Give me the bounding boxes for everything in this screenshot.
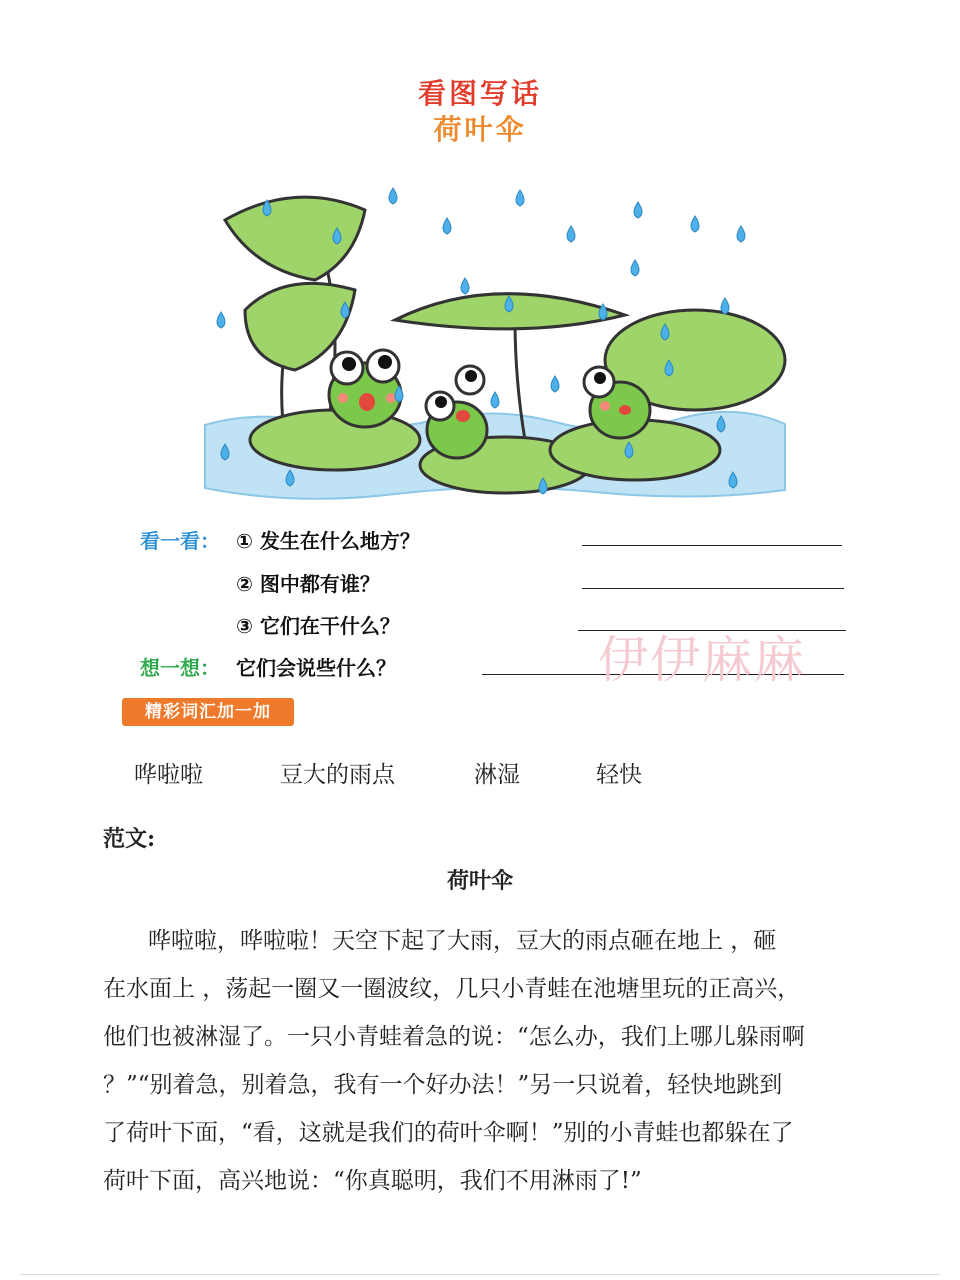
essay-line: 在水面上 ，荡起一圈又一圈波纹，几只小青蛙在池塘里玩的正高兴， <box>103 976 801 1002</box>
essay-line: 他们也被淋湿了。一只小青蛙着急的说：“怎么办，我们上哪儿躲雨啊 <box>103 1024 805 1050</box>
model-essay-label: 范文: <box>103 826 156 852</box>
worksheet-title: 看图写话 <box>417 77 542 110</box>
essay-line: 了荷叶下面，“看，这就是我们的荷叶伞啊！”别的小青蛙也都躲在了 <box>103 1120 794 1146</box>
essay-line: 荷叶下面，高兴地说：“你真聪明，我们不用淋雨了!” <box>103 1168 642 1194</box>
question-1: ① 发生在什么地方？ <box>236 529 420 553</box>
frog-middle <box>426 366 487 458</box>
essay-line: 哗啦啦，哗啦啦！天空下起了大雨，豆大的雨点砸在地上 ，砸 <box>148 928 777 954</box>
worksheet-subtitle: 荷叶伞 <box>433 113 527 146</box>
vocab-word: 豆大的雨点 <box>280 762 395 788</box>
vocab-word: 轻快 <box>596 762 642 788</box>
question-3: ③ 它们在干什么？ <box>236 614 400 638</box>
question-2: ② 图中都有谁？ <box>236 572 380 596</box>
answer-line-1[interactable] <box>582 545 842 546</box>
question-4: 它们会说些什么？ <box>236 656 396 680</box>
frog-left <box>329 350 401 427</box>
essay-title: 荷叶伞 <box>446 868 513 894</box>
watermark: 伊伊麻麻 <box>598 631 806 689</box>
think-label: 想一想： <box>140 656 220 680</box>
page-bottom-border <box>20 1274 940 1275</box>
vocab-word: 淋湿 <box>474 762 520 788</box>
essay-line: ？”“别着急，别着急，我有一个好办法！”另一只说着，轻快地跳到 <box>103 1072 783 1098</box>
vocab-word: 哗啦啦 <box>134 762 203 788</box>
vocab-badge: 精彩词汇加一加 <box>122 698 294 726</box>
answer-line-2[interactable] <box>582 588 844 589</box>
look-label: 看一看： <box>140 529 220 553</box>
frogs-illustration <box>195 140 795 520</box>
